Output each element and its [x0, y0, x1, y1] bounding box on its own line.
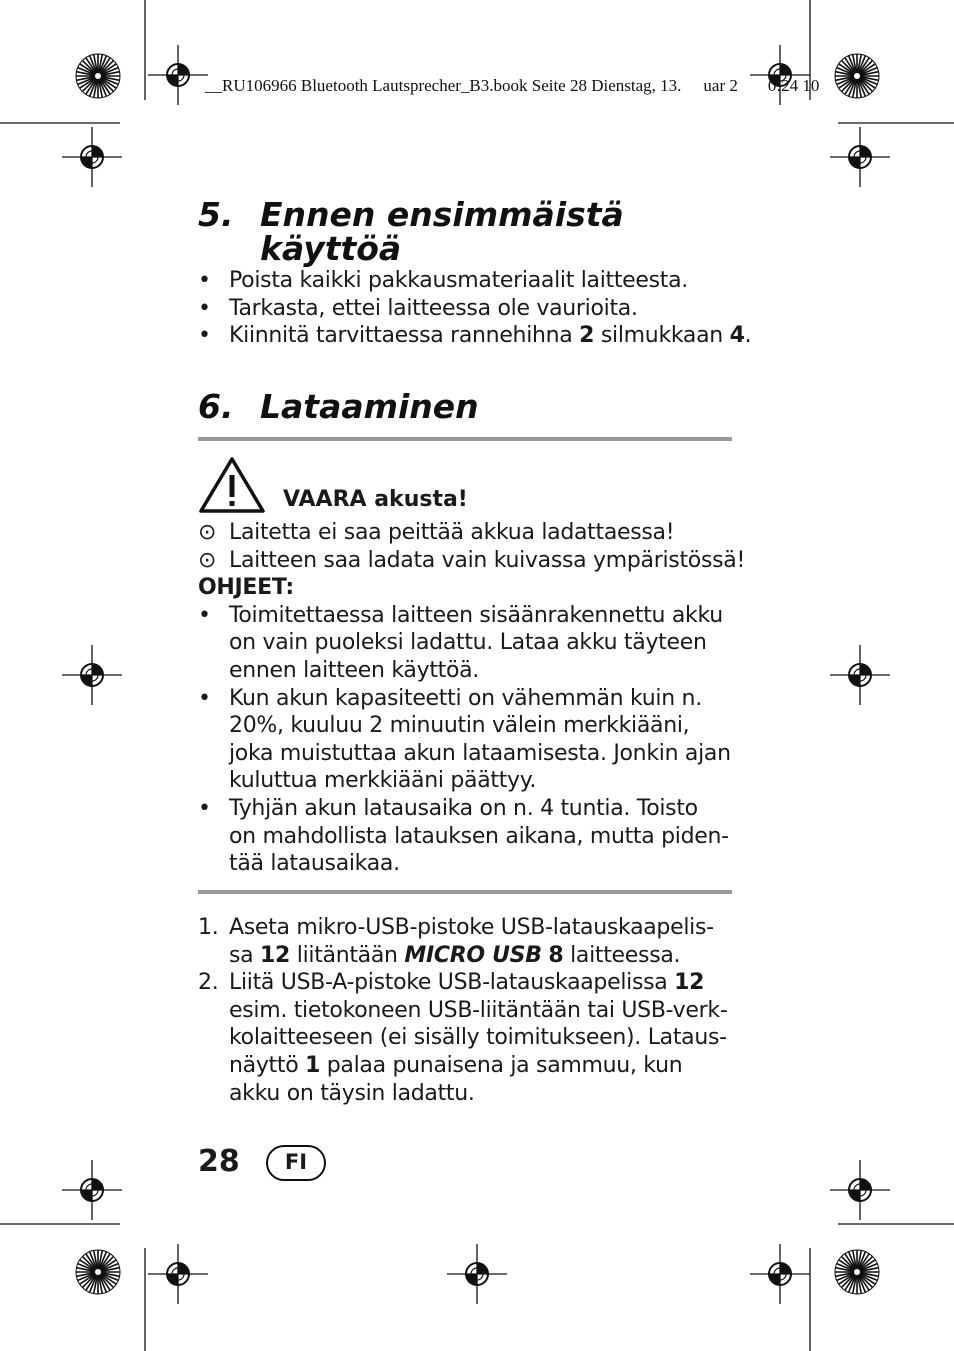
- country-code-badge: FI: [266, 1145, 326, 1181]
- section6-heading: [198, 387, 479, 426]
- section5-number: 5.: [198, 195, 234, 234]
- note-line: on mahdollista latauksen aikana, mutta piden-: [229, 823, 729, 849]
- step-line: laitteessa.: [563, 942, 681, 968]
- list-item: [198, 267, 751, 295]
- section5-heading: [198, 195, 624, 268]
- bullet-icon: •: [198, 685, 211, 711]
- notes-title-text: OHJEET:: [198, 575, 294, 601]
- print-info-text: __RU106966 Bluetooth Lautsprecher_B3.book Seite 28 Dienstag, 13.: [205, 76, 682, 95]
- print-info-tail-1: uar 2: [703, 76, 738, 95]
- bullet-text: silmukkaan: [594, 323, 730, 349]
- list-item: [198, 914, 727, 969]
- bullet-text: .: [744, 323, 752, 349]
- step-line: akku on täysin ladattu.: [229, 1080, 475, 1106]
- list-item: [198, 685, 745, 795]
- warning-triangle-icon: [198, 456, 266, 514]
- bullet-icon: •: [198, 295, 211, 321]
- section6-title: Lataaminen: [260, 387, 479, 426]
- step-number: 2.: [198, 970, 219, 996]
- step-line: palaa punaisena ja sammuu, kun: [320, 1052, 683, 1078]
- circled-dot-icon: ⊙: [198, 520, 217, 545]
- note-line: tää latausaikaa.: [229, 851, 400, 877]
- step-line: esim. tietokoneen USB-liitäntään tai USB-verk-: [229, 997, 728, 1023]
- ref-number: 4: [729, 323, 745, 349]
- bullet-icon: •: [198, 323, 211, 349]
- warning-title: VAARA akusta!: [283, 487, 468, 512]
- note-line: ennen laitteen käyttöä.: [229, 657, 479, 683]
- circled-dot-icon: ⊙: [198, 547, 217, 573]
- list-item: [198, 602, 745, 685]
- ref-number: 12: [260, 942, 291, 968]
- ref-number: 1: [305, 1052, 321, 1078]
- list-item: [198, 322, 751, 350]
- step-line: näyttö: [229, 1052, 306, 1078]
- list-item: [198, 295, 751, 323]
- note-line: on vain puoleksi ladattu. Lataa akku täyteen: [229, 630, 707, 656]
- section5-bullets: [198, 267, 751, 350]
- ref-number: 12: [674, 970, 705, 996]
- step-line: sa: [229, 942, 261, 968]
- section5-title-line1: Ennen ensimmäistä: [260, 195, 624, 234]
- bullet-text: Tarkasta, ettei laitteessa ole vaurioita.: [229, 295, 638, 321]
- notes-title: [198, 574, 745, 602]
- list-item: [198, 969, 727, 1107]
- warning-text: Laitteen saa ladata vain kuivassa ympäristössä!: [229, 547, 745, 573]
- warning-list: [198, 519, 745, 878]
- list-item: [198, 547, 745, 575]
- step-number: 1.: [198, 915, 219, 940]
- steps-list: [198, 914, 727, 1107]
- page-number: 28: [198, 1144, 240, 1179]
- warning-text: Laitetta ei saa peittää akkua ladattaessa!: [229, 520, 675, 545]
- bullet-icon: •: [198, 268, 211, 293]
- section-divider: [198, 890, 732, 894]
- step-line: kolaitteeseen (ei sisälly toimitukseen). Lataus-: [229, 1025, 727, 1051]
- section5-title-line2: käyttöä: [260, 229, 402, 268]
- bullet-icon: •: [198, 602, 211, 628]
- note-line: Toimitettaessa laitteen sisäänrakennettu akku: [229, 602, 723, 628]
- section-divider: [198, 437, 732, 441]
- ref-number: 8: [548, 942, 564, 968]
- ref-number: 2: [579, 323, 595, 349]
- step-line: Liitä USB-A-pistoke USB-latauskaapelissa: [229, 970, 675, 996]
- note-line: 20%, kuuluu 2 minuutin välein merkkiääni,: [229, 713, 690, 739]
- bullet-text: Poista kaikki pakkausmateriaalit laitteesta.: [229, 268, 689, 293]
- bullet-icon: •: [198, 795, 211, 821]
- step-line: Aseta mikro-USB-pistoke USB-latauskaapelis-: [229, 915, 714, 940]
- note-line: Kun akun kapasiteetti on vähemmän kuin n.: [229, 685, 702, 711]
- step-line: liitäntään: [290, 942, 405, 968]
- note-line: kuluttua merkkiääni päättyy.: [229, 768, 537, 794]
- list-item: [198, 795, 745, 878]
- list-item: [198, 519, 745, 547]
- port-label: MICRO USB: [404, 942, 542, 968]
- note-line: joka muistuttaa akun lataamisesta. Jonkin ajan: [229, 740, 731, 766]
- note-line: Tyhjän akun latausaika on n. 4 tuntia. Toisto: [229, 795, 698, 821]
- section6-number: 6.: [198, 387, 234, 426]
- bullet-text: Kiinnitä tarvittaessa rannehihna: [229, 323, 580, 349]
- print-info-header: [205, 76, 819, 96]
- print-info-tail-2: 0:24 10: [767, 76, 820, 95]
